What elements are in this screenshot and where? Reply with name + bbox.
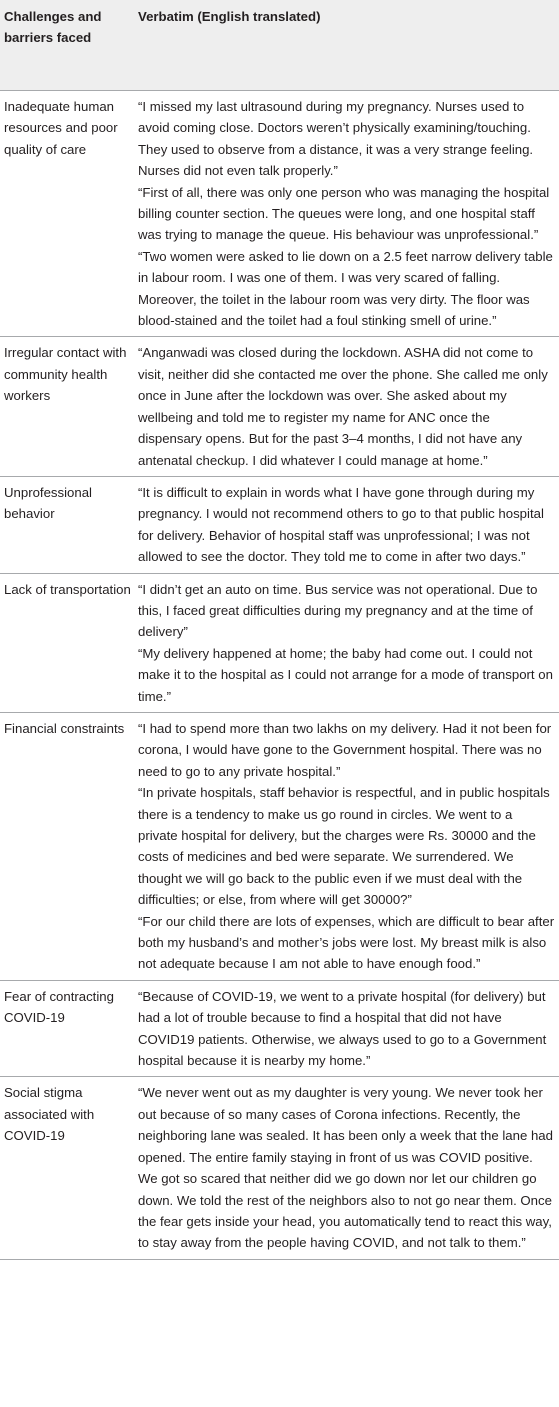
verbatim-quote: “Because of COVID-19, we went to a private hospital (for delivery) but had a lot of trouble because to find a hospital that did not have COVID19 patients. Otherwise, we always used to go to a Government hospital because it is nearby my home.” <box>138 988 547 1069</box>
challenge-cell: Fear of contracting COVID-19 <box>4 988 114 1026</box>
table-row <box>0 573 559 712</box>
table-bottom-rule <box>0 1259 559 1260</box>
verbatim-quote: “Anganwadi was closed during the lockdown. ASHA did not come to visit, neither did she contacted me over the phone. She called me only once in June after the lockdown was over. She asked about my wellbeing and told me to register my name for ANC once the dispensary opens. But for the past 3–4 months, I did not have any antenatal checkup. I did whatever I could manage at home.” <box>138 345 548 468</box>
table-row <box>0 90 559 336</box>
verbatim-cell <box>138 981 559 1077</box>
table-row <box>0 980 559 1077</box>
verbatim-cell <box>138 337 559 475</box>
verbatim-cell <box>138 91 559 336</box>
table-row <box>0 336 559 475</box>
verbatim-cell <box>138 1077 559 1258</box>
verbatim-cell <box>138 713 559 980</box>
verbatim-cell <box>138 477 559 573</box>
header-challenges: Challenges and barriers faced <box>4 9 102 46</box>
verbatim-quote: “I had to spend more than two lakhs on my delivery. Had it not been for corona, I would have gone to the Government hospital. There was no need to go to any private hospital.” <box>138 720 552 779</box>
table-row <box>0 476 559 573</box>
table-body <box>0 90 559 1259</box>
challenge-cell: Social stigma associated with COVID-19 <box>4 1085 95 1144</box>
verbatim-quote: “My delivery happened at home; the baby had come out. I could not make it to the hospital as I could not arrange for a mode of transport on time.” <box>138 645 553 704</box>
verbatim-quote: “We never went out as my daughter is very young. We never took her out because of so many cases of Corona infections. Recently, the neighboring lane was sealed. It has been only a week that the lane had opened. The entire family staying in front of us was COVID positive. We got so scared that neither did we go down nor let our children go down. We told the rest of the neighbors also to not go near them. Once the fear gets inside your head, you automatically tend to react this way, to stay away from the people having COVID, and not talk to them.” <box>138 1085 553 1251</box>
verbatim-quote: “For our child there are lots of expenses, which are difficult to bear after both my husband’s and mother’s jobs were lost. My breast milk is also not adequate because I am not able to have enough food.” <box>138 913 555 972</box>
table-header <box>0 0 559 90</box>
verbatim-quote: “I missed my last ultrasound during my pregnancy. Nurses used to avoid coming close. Doctors weren’t physically examining/touching. They used to observe from a distance, it was a very strange feeling. Nurses did not even talk properly.” <box>138 99 534 179</box>
verbatim-cell <box>138 574 559 712</box>
verbatim-quote: “It is difficult to explain in words what I have gone through during my pregnancy. I would not recommend others to go to that public hospital for delivery. Behavior of hospital staff was unprofessional; I was not allowed to see the doctor. They told me to come in after two days.” <box>138 484 544 565</box>
verbatim-quote: “Two women were asked to lie down on a 2.5 feet narrow delivery table in labour room. I was one of them. I was very scared of falling. Moreover, the toilet in the labour room was very dirty. The floor was blood-stained and the toilet had a foul stinking smell of urine.” <box>138 248 553 329</box>
verbatim-quote: “I didn’t get an auto on time. Bus service was not operational. Due to this, I faced great difficulties during my pregnancy and at the time of delivery” <box>138 581 538 640</box>
challenge-cell: Irregular contact with community health workers <box>4 345 127 404</box>
challenge-cell: Inadequate human resources and poor quality of care <box>4 99 118 157</box>
challenge-cell: Lack of transportation <box>4 581 131 597</box>
table-row <box>0 712 559 980</box>
verbatim-quote: “In private hospitals, staff behavior is respectful, and in public hospitals there is a tendency to make us go round in circles. We went to a private hospital for delivery, but the charges were Rs. 30000 and the costs of medicines and bed were separate. We surrendered. We thought we will go back to the public even if we must deal with the difficulties; or else, from where will get 30000?” <box>138 785 550 908</box>
table-row <box>0 1076 559 1258</box>
header-verbatim: Verbatim (English translated) <box>138 9 321 24</box>
verbatim-quote: “First of all, there was only one person who was managing the hospital billing counter section. The queues were long, and one hospital staff was trying to manage the queue. His behaviour was unprofessional.” <box>138 184 550 243</box>
challenge-cell: Unprofessional behavior <box>4 484 92 522</box>
challenge-cell: Financial constraints <box>4 720 125 736</box>
